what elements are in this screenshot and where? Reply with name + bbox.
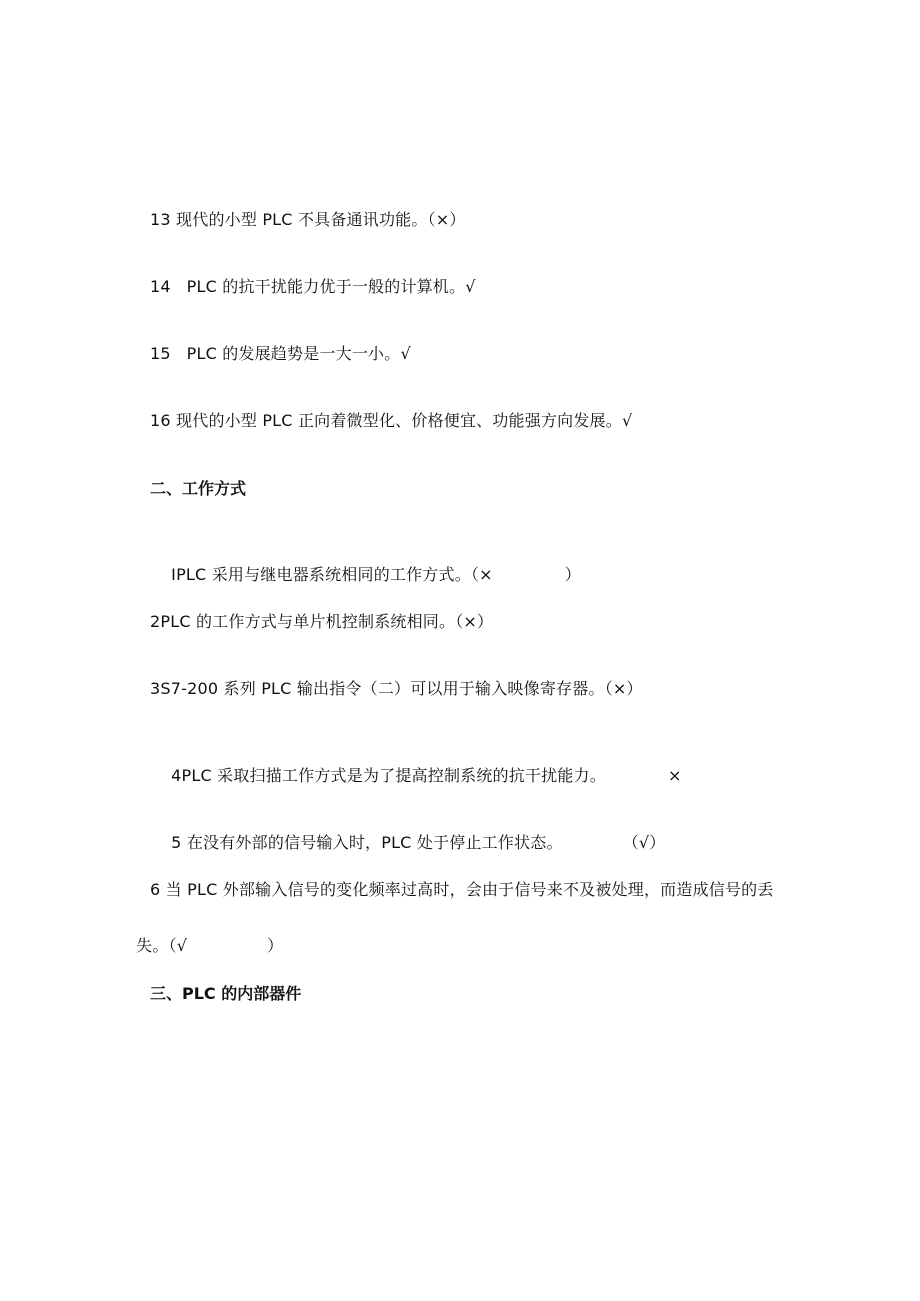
work-mode-item-4-text: 4PLC 采取扫描工作方式是为了提高控制系统的抗干扰能力。 xyxy=(171,766,606,785)
section-heading-internal-devices: 三、PLC 的内部器件 xyxy=(150,984,302,1003)
work-mode-item-6: 6 当 PLC 外部输入信号的变化频率过高时，会由于信号来不及被处理，而造成信号的丢 xyxy=(150,880,774,899)
work-mode-item-6-continuation xyxy=(115,916,283,976)
item-14: 14 PLC 的抗干扰能力优于一般的计算机。√ xyxy=(150,277,476,296)
work-mode-item-4-tail: × xyxy=(667,766,682,785)
work-mode-item-1 xyxy=(150,545,581,605)
work-mode-item-5-tail: （√） xyxy=(622,833,666,852)
work-mode-item-3: 3S7-200 系列 PLC 输出指令（二）可以用于输入映像寄存器。（×） xyxy=(150,679,643,698)
item-16: 16 现代的小型 PLC 正向着微型化、价格便宜、功能强方向发展。√ xyxy=(150,411,633,430)
item-13: 13 现代的小型 PLC 不具备通讯功能。（×） xyxy=(150,210,466,229)
item-15: 15 PLC 的发展趋势是一大一小。√ xyxy=(150,344,411,363)
work-mode-item-5 xyxy=(150,813,665,873)
work-mode-item-4 xyxy=(150,746,682,806)
work-mode-item-1-text: IPLC 采用与继电器系统相同的工作方式。（× xyxy=(171,565,493,584)
work-mode-item-6-cont-tail: ） xyxy=(267,936,284,955)
section-heading-work-mode: 二、工作方式 xyxy=(150,479,247,498)
work-mode-item-6-cont-text: 失。（√ xyxy=(136,936,188,955)
work-mode-item-1-tail: ） xyxy=(564,565,581,584)
work-mode-item-2: 2PLC 的工作方式与单片机控制系统相同。（×） xyxy=(150,612,494,631)
work-mode-item-5-text: 5 在没有外部的信号输入时，PLC 处于停止工作状态。 xyxy=(171,833,563,852)
